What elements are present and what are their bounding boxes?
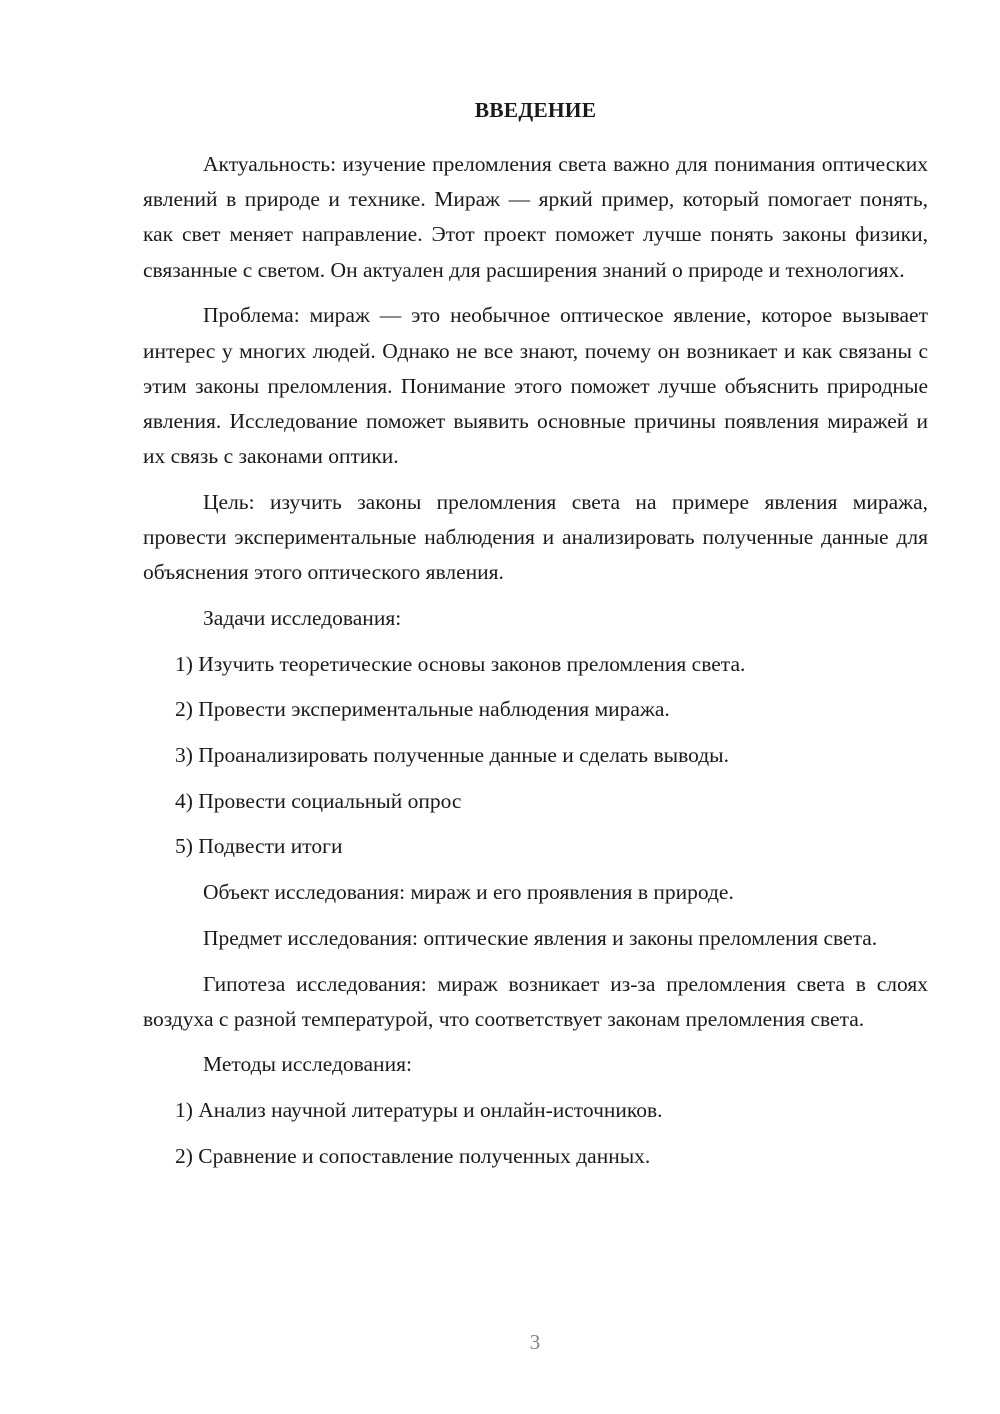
task-item: 3) Проанализировать полученные данные и сделать выводы.	[175, 743, 729, 768]
goal-paragraph: Цель: изучить законы преломления света на примере явления миража, провести экспериментальные наблюдения и анализировать полученные данные для объяснения этого оптического явления.	[143, 489, 928, 585]
tasks-heading: Задачи исследования:	[203, 605, 402, 630]
task-item: 1) Изучить теоретические основы законов преломления света.	[175, 651, 746, 676]
method-item: 2) Сравнение и сопоставление полученных данных.	[175, 1143, 651, 1168]
task-item: 2) Провести экспериментальные наблюдения миража.	[175, 697, 670, 722]
problem-paragraph: Проблема: мираж — это необычное оптическое явление, которое вызывает интерес у многих людей. Однако не все знают, почему он возникает и как связаны с этим законы преломления. Понимание этого поможет лучше объяснить природные явления. Исследование поможет выявить основные причины появления миражей и их связь с законами оптики.	[143, 303, 928, 469]
method-item: 1) Анализ научной литературы и онлайн-источников.	[175, 1098, 663, 1123]
methods-heading: Методы исследования:	[203, 1052, 412, 1077]
task-item: 5) Подвести итоги	[175, 834, 343, 859]
object-paragraph: Объект исследования: мираж и его проявления в природе.	[203, 880, 734, 905]
subject-paragraph: Предмет исследования: оптические явления и законы преломления света.	[203, 925, 878, 950]
relevance-paragraph: Актуальность: изучение преломления света важно для понимания оптических явлений в природе и технике. Мираж — яркий пример, который помогает понять, как свет меняет направление. Этот проект поможет лучше понять законы физики, связанные с светом. Он актуален для расширения знаний о природе и технологиях.	[143, 152, 928, 282]
document-page	[143, 95, 928, 1185]
hypothesis-paragraph: Гипотеза исследования: мираж возникает из-за преломления света в слоях воздуха с разной температурой, что соответствует законам преломления света.	[143, 971, 928, 1031]
page-number: 3	[529, 1330, 541, 1354]
document-title: ВВЕДЕНИЕ	[474, 98, 597, 122]
task-item: 4) Провести социальный опрос	[175, 788, 462, 813]
